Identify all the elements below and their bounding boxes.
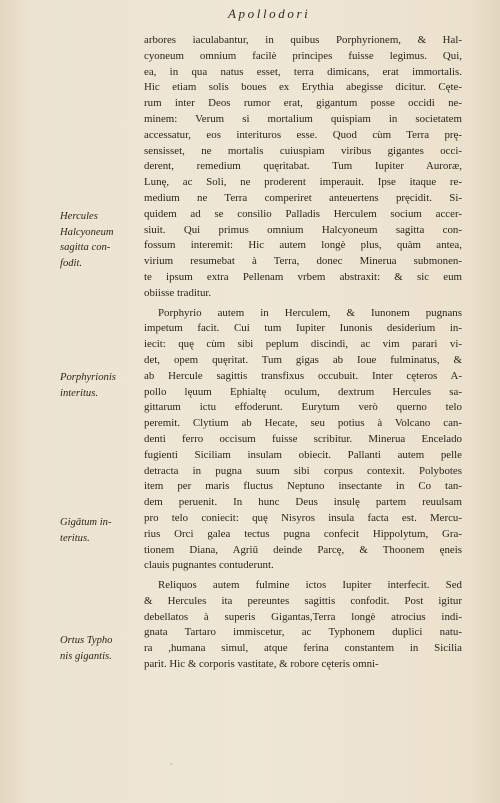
text-line: parit. Hic & corporis vastitate, & robore cęteris omni- bbox=[144, 658, 379, 671]
running-head: Apollodori bbox=[228, 6, 311, 21]
text-line: & Hercules ita pereuntes sagittis confodit. Post igitur bbox=[144, 594, 462, 607]
text-line: rius Orci galea tectus pugna confecit Hippolytum, Gra- bbox=[144, 527, 462, 540]
margin-note-line: Gigātum in- bbox=[60, 517, 112, 528]
text-line: debellatos à superis Gigantas,Terra longè atrocius indi- bbox=[144, 610, 462, 623]
margin-note-ortus-typhonis bbox=[60, 633, 140, 664]
text-line: Lunę, ac Soli, ne proderent imperauit. Ipse itaque re- bbox=[144, 176, 462, 189]
page-speck: ˘ bbox=[170, 762, 173, 771]
text-line: ab Hercule sagittis transfixus occubuit. Inter cęteros A- bbox=[144, 369, 462, 382]
text-line: arbores iaculabantur, in quibus Porphyrionem, & Hal- bbox=[144, 34, 462, 46]
text-line: quidem ad se consilio Palladis Herculem socium accer- bbox=[144, 207, 462, 220]
text-line: virium resumebat à Terra, donec Minerua submonen- bbox=[144, 255, 462, 268]
text-line: minem: Verum si mortalium quispiam in societatem bbox=[144, 112, 462, 125]
text-line: item per maris fluctus Neptuno insectante in Co tan- bbox=[144, 480, 462, 493]
text-line: Hic etiam solis boues ex Erythia abegisse dicitur. Cęte- bbox=[144, 81, 462, 94]
text-line: tionem Diana, Agriū deinde Parcę, & Thoonem ęneis bbox=[144, 543, 462, 556]
text-line: sensisset, ne mortalis cuiuspiam viribus gigantes occi- bbox=[144, 144, 462, 157]
text-line: ea, in qua natus esset, terra dimicans, erat immortalis. bbox=[144, 65, 462, 78]
text-line: fugienti Siciliam insulam obiecit. Pallanti autem pelle bbox=[144, 448, 462, 461]
text-line: detracta in pugna suum sibi corpus contexit. Polybotes bbox=[144, 464, 462, 477]
text-line: rum inter Deos rumor erat, gigantum posse occidi ne- bbox=[144, 97, 462, 110]
margin-note-line: fodit. bbox=[60, 257, 83, 269]
text-line: obiisse traditur. bbox=[144, 286, 212, 299]
text-line: te ipsum extra Pellenam vrbem abstraxit: & sic eum bbox=[144, 270, 462, 283]
text-line: iecit: quę cùm sibi peplum discindi, ac vim parari vi- bbox=[144, 338, 462, 351]
margin-note-line: Porphyrionis bbox=[60, 372, 116, 383]
text-line: dem peruenit. In hunc Deus insulę partem reuulsam bbox=[144, 496, 462, 509]
text-line: medium ne Terra comperiret anteuertens pręcidit. Si- bbox=[144, 191, 462, 204]
text-line: clauis pugnantes contuderunt. bbox=[144, 559, 274, 572]
text-line: det, opem quęritat. Tum gigas ab Ioue fulminatus, & bbox=[144, 353, 462, 366]
main-text bbox=[144, 33, 462, 673]
text-line: pollo lęuum Ephialtę oculum, dextrum Hercules sa- bbox=[144, 385, 462, 398]
paragraph-3 bbox=[144, 578, 462, 673]
margin-note-line: sagitta con- bbox=[60, 242, 111, 253]
text-line: Porphyrio autem in Herculem, & Iunonem pugnans bbox=[158, 306, 462, 319]
text-line: fossum interemit: Hic autem longè plus, quàm antea, bbox=[144, 239, 462, 252]
text-line: gnata Tartaro immiscetur, ac Typhonem duplici natu- bbox=[144, 626, 462, 639]
margin-note-line: interitus. bbox=[60, 387, 98, 399]
margin-note-gigantum-interitus bbox=[60, 515, 140, 546]
text-line: denti ferro occisum fuisse scribitur. Minerua Encelado bbox=[144, 432, 462, 445]
margin-note-porphyrionis-interitus bbox=[60, 370, 140, 401]
text-line: pro telo coniecit: quę Nisyros insula facta est. Mercu- bbox=[144, 511, 462, 524]
text-line: Reliquos autem fulmine ictos Iupiter interfecit. Sed bbox=[158, 579, 462, 592]
margin-note-line: Ortus Typho bbox=[60, 635, 113, 646]
text-line: siuit. Qui primus omnium Halcyoneum sagitta con- bbox=[144, 223, 462, 236]
paragraph-2 bbox=[144, 306, 462, 575]
text-line: accessatur, eos interituros esse. Quod cùm Terra prę- bbox=[144, 128, 462, 141]
margin-note-line: Halcyoneum bbox=[60, 226, 114, 238]
text-line: gittarum ictu effoderunt. Eurytum verò querno telo bbox=[144, 401, 462, 414]
text-line: impetum facit. Cui tum Iupiter Iunonis desiderium in- bbox=[144, 322, 462, 335]
margin-note-line: Hercules bbox=[60, 211, 98, 222]
margin-note-line: nis gigantis. bbox=[60, 650, 112, 662]
margin-note-line: teritus. bbox=[60, 532, 90, 544]
text-line: cyoneum omnium facilè principes fuisse legimus. Qui, bbox=[144, 49, 462, 62]
text-line: ra ,humana simul, atque ferina constantem in Sicilia bbox=[144, 642, 462, 655]
margin-note-hercules-halcyoneum bbox=[60, 209, 140, 271]
text-line: derent, remedium quęritabat. Tum Iupiter Auroræ, bbox=[144, 160, 462, 173]
text-line: peremit. Clytium ab Hecate, seu potius à Volcano can- bbox=[144, 417, 462, 430]
paragraph-1 bbox=[144, 33, 462, 302]
